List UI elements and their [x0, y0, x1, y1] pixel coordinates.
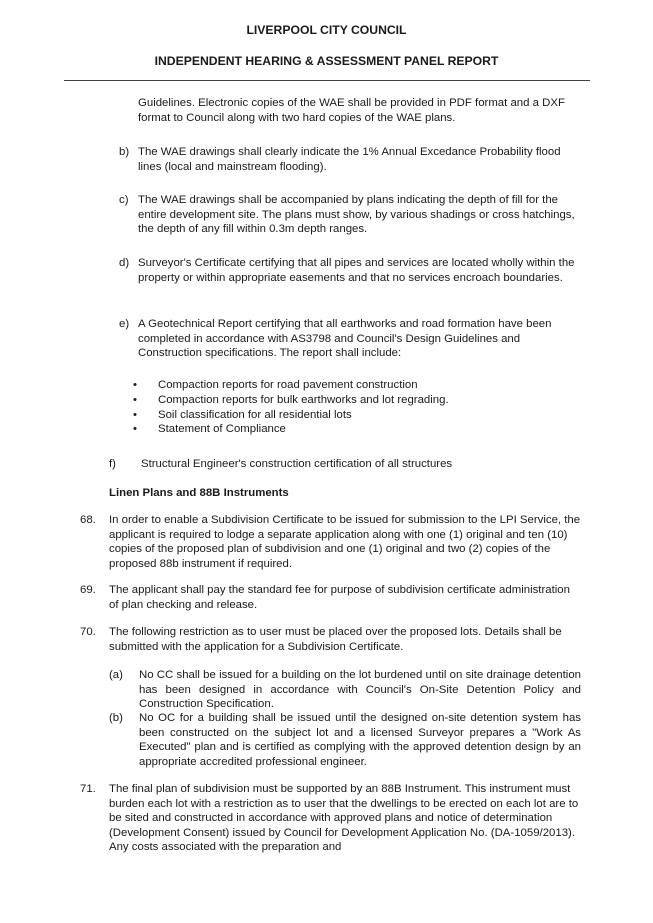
item-d-text: Surveyor's Certificate certifying that all pipes and services are located wholly within the property or within appropriate easements and that no services encroach boundaries. [138, 257, 575, 284]
condition-71-text: The final plan of subdivision must be supported by an 88B Instrument. This instrument must burden each lot with a restriction as to user that the dwellings to be erected on each lot are to be sited and constructed in accordance with approved plans and notice of determination (Development Consent) issued by Council for Development Application No. (DA-1059/2013). Any costs associated with the preparation and [109, 783, 579, 854]
geotechnical-bullet-list [133, 378, 573, 437]
condition-70-number: 70. [80, 626, 96, 638]
continuation-paragraph: Guidelines. Electronic copies of the WAE shall be provided in PDF format and a DXF format to Council along with two hard copies of the WAE plans. [138, 97, 565, 124]
section-heading: Linen Plans and 88B Instruments [109, 487, 289, 499]
subitem-b-label: (b) [109, 712, 123, 724]
bullet-item: • Statement of Compliance [133, 422, 573, 437]
condition-70-text: The following restriction as to user must be placed over the proposed lots. Details shall be submitted with the application for a Subdivision Certificate. [109, 626, 562, 653]
item-f-label: f) [109, 458, 116, 470]
report-title: INDEPENDENT HEARING & ASSESSMENT PANEL REPORT [154, 54, 499, 68]
council-name: LIVERPOOL CITY COUNCIL [246, 23, 407, 37]
condition-69-number: 69. [80, 584, 96, 596]
condition-68-text: In order to enable a Subdivision Certificate to be issued for submission to the LPI Service, the applicant is required to lodge a separate application along with one (1) original and ten (10) copies of the proposed plan of subdivision and one (1) original and two (2) copies of the proposed 88b instrument if required. [109, 514, 581, 570]
item-d-label: d) [119, 257, 130, 269]
condition-69-text: The applicant shall pay the standard fee for purpose of subdivision certificate administration of plan checking and release. [109, 584, 570, 611]
item-b-text: The WAE drawings shall clearly indicate the 1% Annual Excedance Probability flood lines (local and mainstream flooding). [138, 146, 561, 173]
subitem-b-text: No OC for a building shall be issued until the designed on-site detention system has been constructed on the subject lot and a licensed Surveyor prepares a "Work As Executed" plan and is certified as complying with the approved detention design by an appropriate accredited professional engineer. [139, 712, 581, 768]
bullet-item: • Soil classification for all residential lots [133, 408, 573, 423]
item-e-label: e) [119, 318, 130, 330]
item-e-text: A Geotechnical Report certifying that all earthworks and road formation have been completed in accordance with AS3798 and Council's Design Guidelines and Construction specifications. The report shall include: [138, 318, 552, 360]
bullet-item: • Compaction reports for road pavement construction [133, 378, 573, 393]
bullet-item: • Compaction reports for bulk earthworks and lot regrading. [133, 393, 573, 408]
subitem-a-text: No CC shall be issued for a building on the lot burdened until on site drainage detention has been designed in accordance with Council's On-Site Detention Policy and Construction Specification. [139, 669, 581, 711]
subitem-a-label: (a) [109, 669, 123, 681]
condition-68-number: 68. [80, 514, 96, 526]
item-b-label: b) [119, 146, 130, 158]
item-f-text: Structural Engineer's construction certification of all structures [141, 458, 453, 470]
header-divider [64, 80, 590, 81]
item-c-label: c) [119, 194, 129, 206]
condition-71-number: 71. [80, 783, 96, 795]
item-c-text: The WAE drawings shall be accompanied by plans indicating the depth of fill for the entire development site. The plans must show, by various shadings or cross hatchings, the depth of any fill within 0.3m depth ranges. [138, 194, 575, 236]
